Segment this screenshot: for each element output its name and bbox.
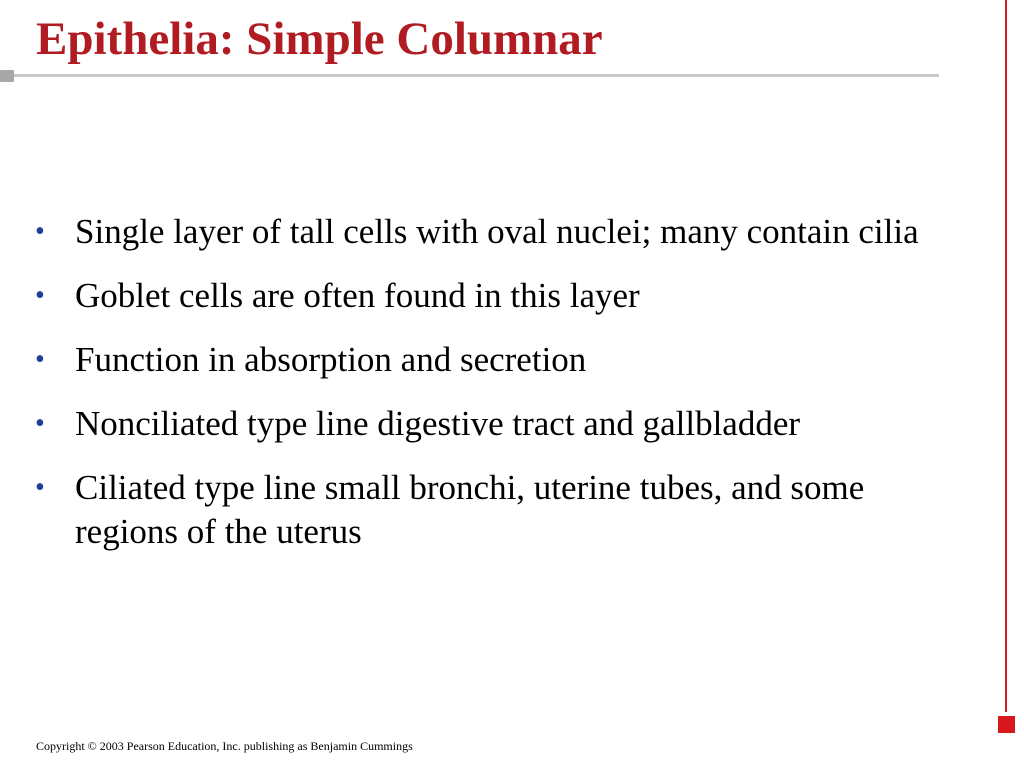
bullet-item: [34, 466, 954, 554]
corner-marker-square: [998, 716, 1015, 733]
bullet-text: Ciliated type line small bronchi, uterine tubes, and some regions of the uterus: [75, 468, 865, 551]
bullet-text: Single layer of tall cells with oval nuclei; many contain cilia: [75, 212, 919, 251]
bullet-dot-icon: •: [35, 344, 45, 375]
slide-title: Epithelia: Simple Columnar: [36, 13, 603, 65]
copyright-footer: Copyright © 2003 Pearson Education, Inc. publishing as Benjamin Cummings: [36, 739, 413, 753]
bullet-text: Goblet cells are often found in this layer: [75, 276, 640, 315]
bullet-dot-icon: •: [35, 472, 45, 503]
bullet-dot-icon: •: [35, 408, 45, 439]
bullet-item: [34, 338, 954, 382]
bullet-text: Function in absorption and secretion: [75, 340, 587, 379]
bullet-list: [34, 210, 954, 574]
bullet-item: [34, 210, 954, 254]
bullet-dot-icon: •: [35, 280, 45, 311]
bullet-text: Nonciliated type line digestive tract and gallbladder: [75, 404, 801, 443]
title-divider: [14, 74, 939, 77]
title-marker-square: [0, 70, 14, 82]
bullet-item: [34, 402, 954, 446]
bullet-dot-icon: •: [35, 216, 45, 247]
bullet-item: [34, 274, 954, 318]
right-edge-rule: [1005, 0, 1007, 712]
